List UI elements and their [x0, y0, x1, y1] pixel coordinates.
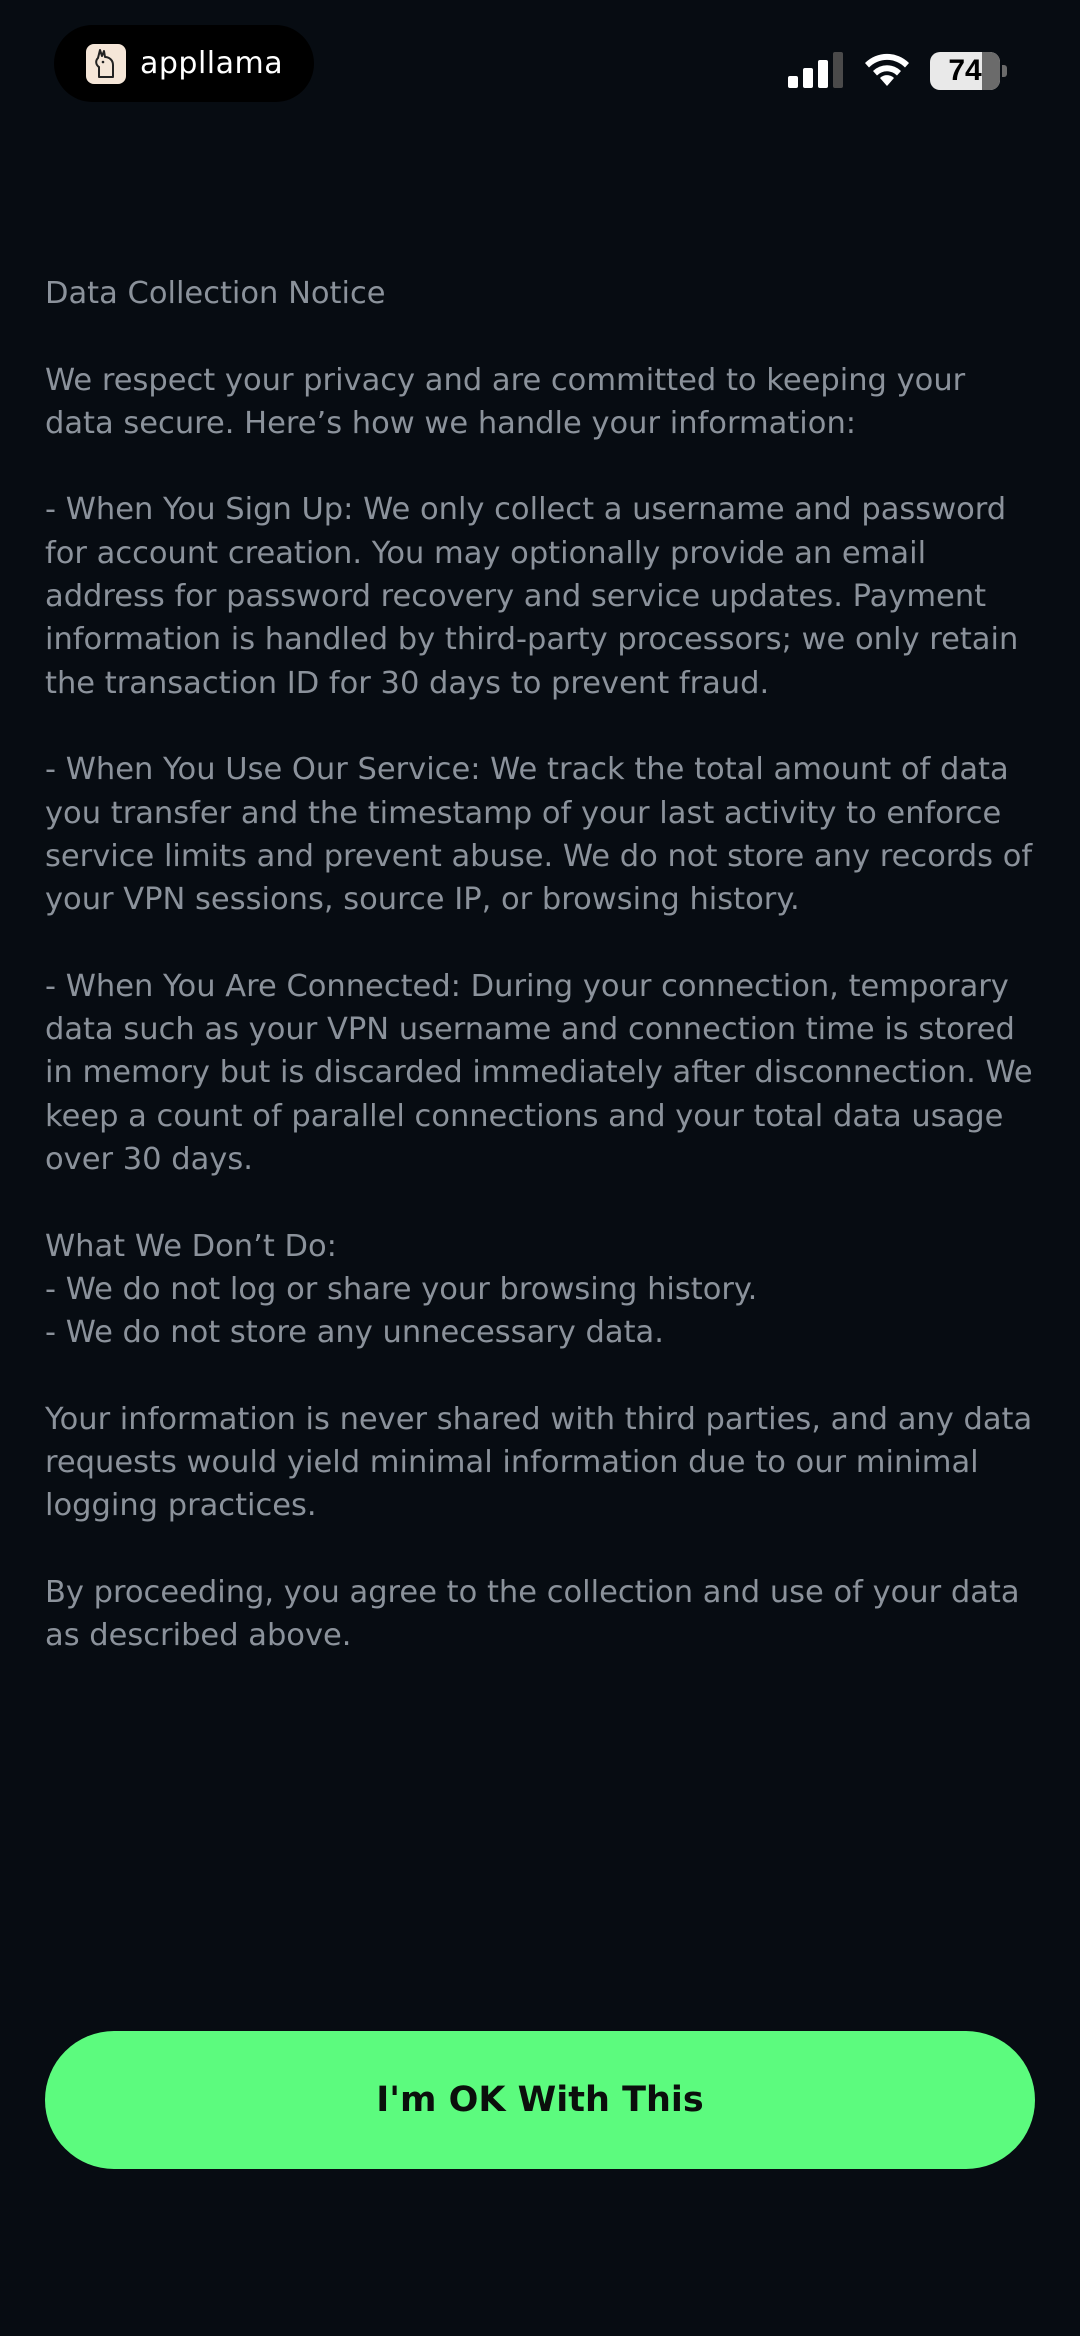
notice-dont-do-item: - We do not store any unnecessary data. — [45, 1315, 664, 1351]
spacer — [45, 445, 1040, 488]
accept-button[interactable]: I'm OK With This — [45, 2031, 1035, 2169]
spacer — [45, 921, 1040, 964]
notice-connected-section: - When You Are Connected: During your connection, temporary data such as your VPN username and connection time is stored in memory but is discarded immediately after disconnection. We keep a count of parallel connections and your total data usage over 30 days. — [45, 968, 1043, 1177]
signal-icon — [788, 52, 844, 88]
wifi-icon — [862, 50, 912, 88]
notice-agreement: By proceeding, you agree to the collection and use of your data as described above. — [45, 1574, 1030, 1654]
battery-body — [930, 52, 1000, 90]
spacer — [45, 1528, 1040, 1571]
notice-usage-section: - When You Use Our Service: We track the total amount of data you transfer and the timestamp of your last activity to enforce service limits and prevent abuse. We do not store any records of your VPN sessions, source IP, or browsing history. — [45, 752, 1042, 918]
spacer — [45, 315, 1040, 358]
battery-level: 74 — [948, 54, 982, 87]
spacer — [45, 705, 1040, 748]
battery-icon — [930, 52, 1008, 90]
notice-dont-do-item: - We do not log or share your browsing history. — [45, 1271, 758, 1307]
battery-empty-portion — [982, 52, 1000, 90]
app-name: appllama — [140, 46, 284, 81]
llama-icon — [86, 44, 126, 84]
spacer — [45, 1354, 1040, 1397]
battery-cap — [1002, 65, 1007, 77]
notice-intro: We respect your privacy and are committed to keeping your data secure. Here’s how we handle your information: — [45, 362, 975, 441]
notice-signup-section: - When You Sign Up: We only collect a username and password for account creation. You may optionally provide an email address for password recovery and service updates. Payment information is handled by third-party processors; we only retain the transaction ID for 30 days to prevent fraud. — [45, 492, 1028, 701]
app-indicator-pill[interactable] — [54, 25, 314, 102]
notice-sharing-section: Your information is never shared with third parties, and any data requests would yield minimal information due to our minimal logging practices. — [45, 1401, 1042, 1524]
spacer — [45, 1181, 1040, 1224]
notice-dont-do-title: What We Don’t Do: — [45, 1228, 337, 1264]
notice-title: Data Collection Notice — [45, 276, 386, 311]
data-collection-notice — [45, 272, 1043, 1658]
status-bar — [0, 0, 1080, 130]
